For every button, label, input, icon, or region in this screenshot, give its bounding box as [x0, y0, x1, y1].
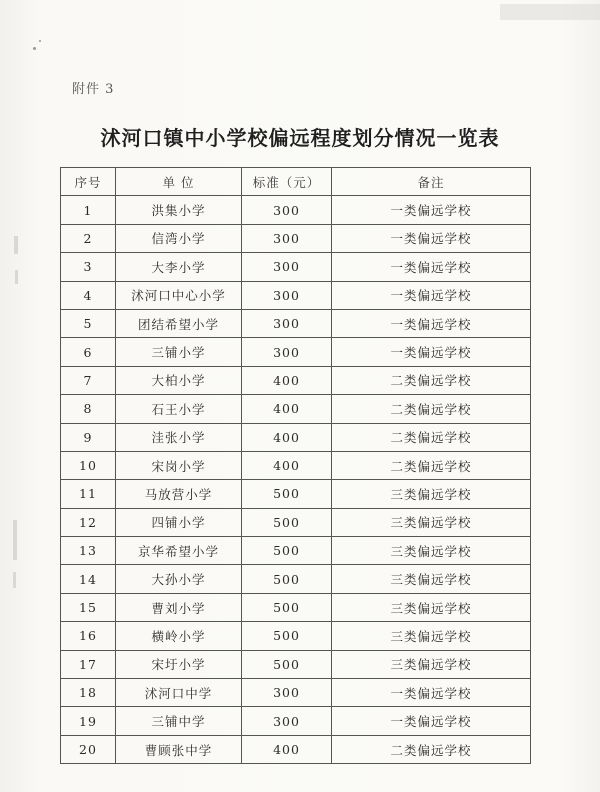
scan-smudge: [15, 270, 18, 284]
cell-serial: 10: [61, 451, 116, 479]
cell-unit: 沭河口中心小学: [116, 281, 242, 309]
cell-unit: 四铺小学: [116, 508, 242, 536]
attachment-label: 附件 3: [72, 82, 115, 97]
cell-unit: 横岭小学: [116, 622, 242, 650]
cell-note: 一类偏远学校: [332, 196, 531, 224]
cell-standard: 300: [242, 196, 332, 224]
cell-standard: 400: [242, 451, 332, 479]
cell-note: 二类偏远学校: [332, 366, 531, 394]
table-row: [61, 679, 531, 707]
document-title: 沭河口镇中小学校偏远程度划分情况一览表: [100, 126, 500, 150]
cell-serial: 19: [61, 707, 116, 735]
cell-serial: 15: [61, 593, 116, 621]
cell-standard: 300: [242, 281, 332, 309]
cell-note: 二类偏远学校: [332, 395, 531, 423]
cell-serial: 7: [61, 366, 116, 394]
table-row: [61, 281, 531, 309]
scan-speck: [33, 47, 36, 50]
cell-serial: 14: [61, 565, 116, 593]
cell-serial: 11: [61, 480, 116, 508]
header-serial: 序号: [61, 168, 116, 196]
cell-unit: 三铺中学: [116, 707, 242, 735]
scan-speck: [39, 40, 41, 42]
cell-note: 三类偏远学校: [332, 480, 531, 508]
cell-standard: 500: [242, 565, 332, 593]
cell-note: 一类偏远学校: [332, 679, 531, 707]
table-row: [61, 253, 531, 281]
cell-note: 三类偏远学校: [332, 650, 531, 678]
cell-serial: 3: [61, 253, 116, 281]
cell-unit: 沭河口中学: [116, 679, 242, 707]
header-standard: 标准（元）: [242, 168, 332, 196]
cell-unit: 大孙小学: [116, 565, 242, 593]
cell-standard: 500: [242, 537, 332, 565]
header-note: 备注: [332, 168, 531, 196]
table-row: [61, 707, 531, 735]
cell-standard: 300: [242, 309, 332, 337]
cell-unit: 信湾小学: [116, 224, 242, 252]
cell-standard: 300: [242, 224, 332, 252]
cell-standard: 500: [242, 622, 332, 650]
table-row: [61, 735, 531, 763]
cell-standard: 400: [242, 735, 332, 763]
cell-unit: 曹顾张中学: [116, 735, 242, 763]
cell-serial: 16: [61, 622, 116, 650]
header-unit: 单 位: [116, 168, 242, 196]
cell-unit: 马放营小学: [116, 480, 242, 508]
cell-note: 三类偏远学校: [332, 565, 531, 593]
table-row: [61, 593, 531, 621]
table-header-row: [61, 168, 531, 196]
cell-serial: 13: [61, 537, 116, 565]
table-row: [61, 395, 531, 423]
scan-smudge: [500, 4, 600, 20]
schools-table: [60, 167, 531, 764]
cell-standard: 500: [242, 650, 332, 678]
cell-note: 一类偏远学校: [332, 253, 531, 281]
cell-note: 一类偏远学校: [332, 281, 531, 309]
cell-serial: 2: [61, 224, 116, 252]
table-row: [61, 224, 531, 252]
cell-note: 一类偏远学校: [332, 309, 531, 337]
cell-standard: 400: [242, 423, 332, 451]
cell-unit: 大李小学: [116, 253, 242, 281]
table-row: [61, 508, 531, 536]
table-row: [61, 622, 531, 650]
table-row: [61, 537, 531, 565]
cell-note: 二类偏远学校: [332, 451, 531, 479]
cell-note: 三类偏远学校: [332, 622, 531, 650]
cell-note: 一类偏远学校: [332, 224, 531, 252]
cell-unit: 团结希望小学: [116, 309, 242, 337]
table-row: [61, 650, 531, 678]
cell-serial: 4: [61, 281, 116, 309]
cell-note: 一类偏远学校: [332, 338, 531, 366]
cell-note: 二类偏远学校: [332, 735, 531, 763]
cell-serial: 20: [61, 735, 116, 763]
cell-note: 二类偏远学校: [332, 423, 531, 451]
table-row: [61, 480, 531, 508]
cell-note: 三类偏远学校: [332, 508, 531, 536]
cell-standard: 300: [242, 707, 332, 735]
table-row: [61, 196, 531, 224]
cell-serial: 12: [61, 508, 116, 536]
cell-note: 一类偏远学校: [332, 707, 531, 735]
cell-serial: 18: [61, 679, 116, 707]
cell-standard: 400: [242, 395, 332, 423]
cell-unit: 石王小学: [116, 395, 242, 423]
cell-unit: 京华希望小学: [116, 537, 242, 565]
cell-standard: 500: [242, 593, 332, 621]
table-row: [61, 366, 531, 394]
cell-standard: 500: [242, 508, 332, 536]
cell-unit: 宋岗小学: [116, 451, 242, 479]
cell-unit: 大柏小学: [116, 366, 242, 394]
cell-note: 三类偏远学校: [332, 593, 531, 621]
cell-standard: 500: [242, 480, 332, 508]
cell-unit: 曹刘小学: [116, 593, 242, 621]
cell-note: 三类偏远学校: [332, 537, 531, 565]
scan-smudge: [13, 572, 16, 588]
table-row: [61, 451, 531, 479]
cell-standard: 300: [242, 338, 332, 366]
cell-serial: 8: [61, 395, 116, 423]
cell-serial: 9: [61, 423, 116, 451]
cell-serial: 1: [61, 196, 116, 224]
cell-standard: 400: [242, 366, 332, 394]
cell-serial: 5: [61, 309, 116, 337]
cell-unit: 洼张小学: [116, 423, 242, 451]
cell-standard: 300: [242, 679, 332, 707]
scan-smudge: [13, 520, 17, 560]
cell-serial: 17: [61, 650, 116, 678]
table-row: [61, 309, 531, 337]
cell-standard: 300: [242, 253, 332, 281]
cell-unit: 洪集小学: [116, 196, 242, 224]
table-row: [61, 565, 531, 593]
cell-serial: 6: [61, 338, 116, 366]
cell-unit: 三铺小学: [116, 338, 242, 366]
cell-unit: 宋圩小学: [116, 650, 242, 678]
table-row: [61, 338, 531, 366]
table-row: [61, 423, 531, 451]
scan-smudge: [14, 236, 18, 254]
